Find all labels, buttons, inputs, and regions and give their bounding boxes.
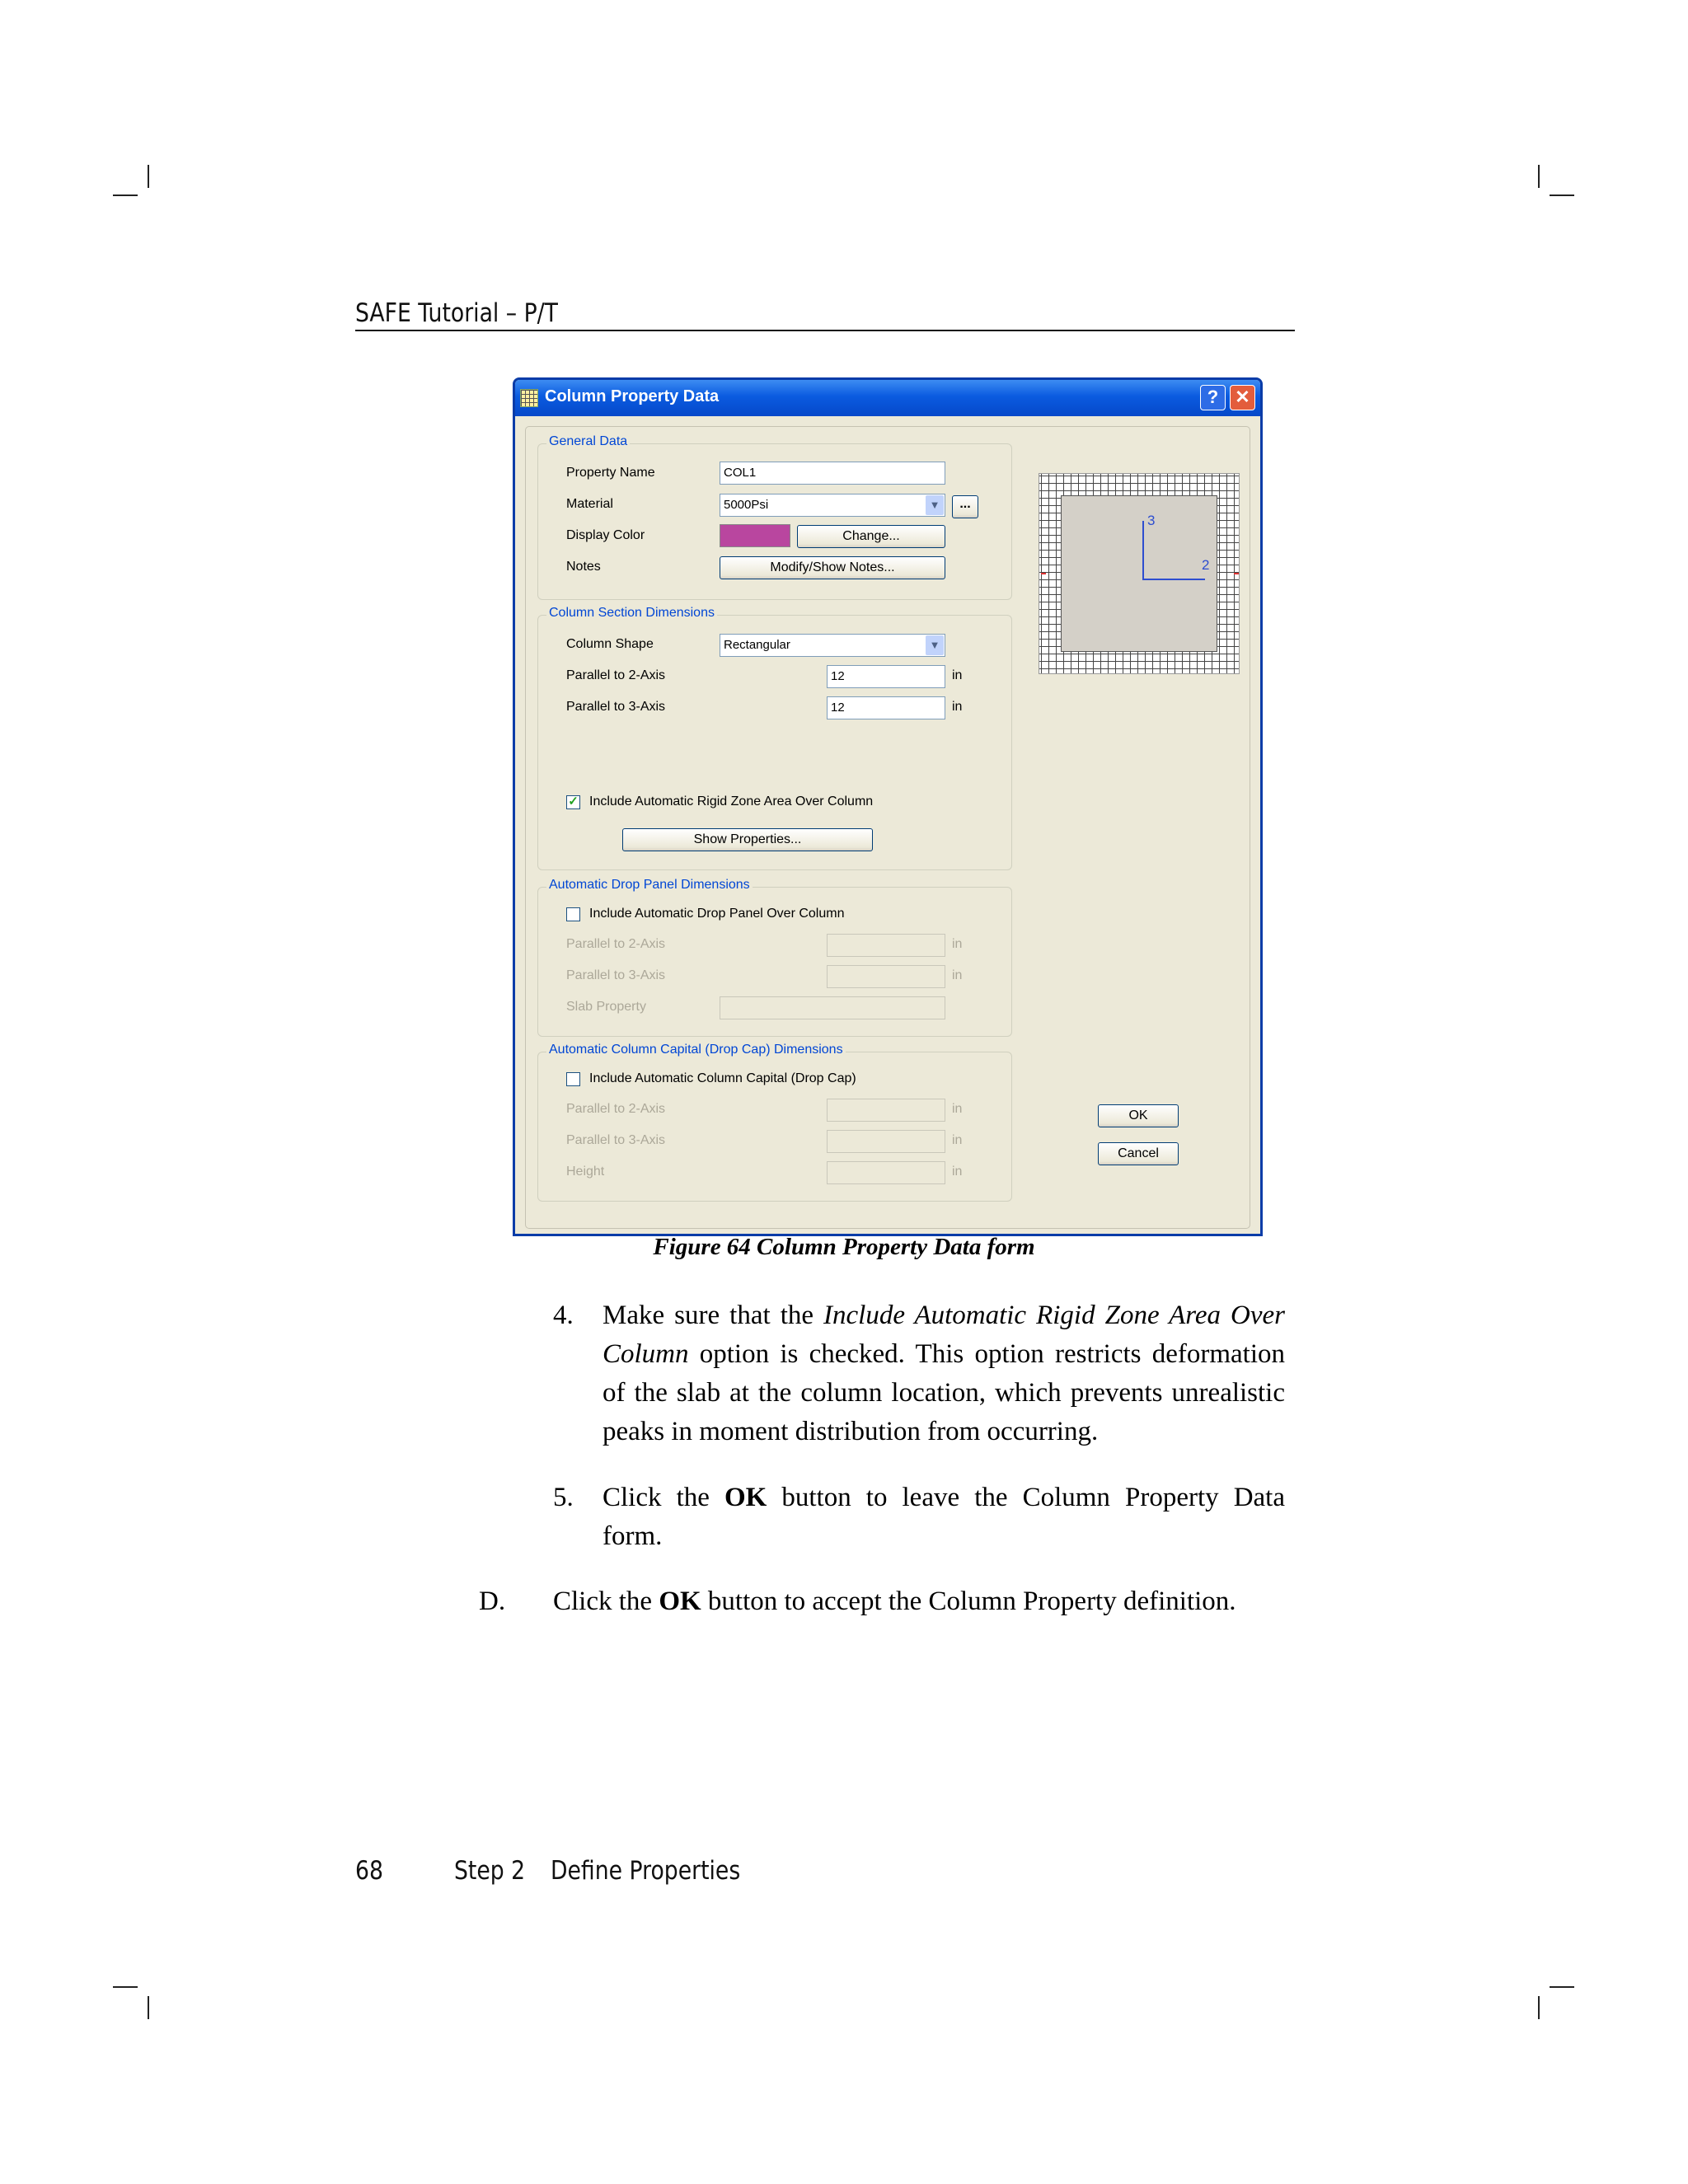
show-properties-button[interactable]: Show Properties... — [622, 828, 873, 851]
header-rule — [355, 330, 1295, 331]
column-shape-select[interactable] — [720, 634, 945, 657]
parallel-3-axis-label: Parallel to 3-Axis — [566, 700, 666, 714]
drop-panel-par2-input[interactable] — [827, 934, 945, 957]
drop-cap-group — [537, 1043, 1012, 1202]
step-4-italic-b: Column — [603, 1339, 689, 1369]
crop-mark — [113, 194, 138, 196]
step-4-line-2 — [603, 1335, 1285, 1374]
step-d-text-c: button to accept the Column Property definition. — [701, 1586, 1236, 1616]
ok-button[interactable]: OK — [1098, 1104, 1179, 1127]
column-shape-label: Column Shape — [566, 637, 654, 651]
material-label: Material — [566, 497, 613, 511]
parallel-2-axis-input[interactable]: 12 — [827, 665, 945, 688]
property-name-input[interactable]: COL1 — [720, 462, 945, 485]
parallel-3-axis-input[interactable]: 12 — [827, 696, 945, 719]
footer-section: Define Properties — [551, 1856, 741, 1886]
crop-mark — [1538, 1996, 1540, 2019]
axis-2-line — [1142, 579, 1205, 580]
step-5-line-2: form. — [603, 1521, 663, 1551]
parallel-2-axis-unit: in — [952, 668, 963, 682]
step-5-text-a: Click the — [603, 1483, 724, 1512]
close-icon[interactable]: ✕ — [1230, 385, 1255, 410]
modify-notes-button[interactable]: Modify/Show Notes... — [720, 556, 945, 579]
step-5-bold: OK — [724, 1483, 767, 1512]
drop-cap-par3-unit: in — [952, 1133, 963, 1147]
drop-cap-par3-label: Parallel to 3-Axis — [566, 1133, 666, 1147]
drop-panel-par2-unit: in — [952, 937, 963, 951]
drop-cap-checkbox[interactable] — [566, 1072, 580, 1086]
step-5-text-c: button to leave the Column Property Data — [767, 1483, 1286, 1512]
parallel-2-axis-label: Parallel to 2-Axis — [566, 668, 666, 682]
notes-label: Notes — [566, 560, 601, 574]
general-data-legend: General Data — [546, 434, 630, 449]
drop-panel-par3-input[interactable] — [827, 965, 945, 988]
drop-cap-height-label: Height — [566, 1165, 605, 1179]
drop-panel-legend: Automatic Drop Panel Dimensions — [546, 878, 753, 893]
step-4-line-3: of the slab at the column location, which prevents unrealistic — [603, 1378, 1285, 1408]
step-5-text — [603, 1479, 1285, 1556]
axis-3-label: 3 — [1147, 513, 1156, 528]
slab-property-select[interactable] — [720, 996, 945, 1019]
slab-property-label: Slab Property — [566, 1000, 646, 1014]
section-dimensions-group — [537, 606, 1012, 870]
cancel-button[interactable]: Cancel — [1098, 1142, 1179, 1165]
figure-caption: Figure 64 Column Property Data form — [653, 1234, 1035, 1260]
column-section-shape — [1061, 495, 1217, 652]
step-5-line-1 — [603, 1479, 1285, 1517]
running-header: SAFE Tutorial – P/T — [355, 298, 558, 328]
step-4-text-b: option is checked. This option restricts deformation — [688, 1339, 1285, 1369]
drop-panel-par3-label: Parallel to 3-Axis — [566, 968, 666, 982]
footer-page-number: 68 — [355, 1856, 383, 1886]
step-4-line-4: peaks in moment distribution from occurring. — [603, 1417, 1099, 1446]
rigid-zone-label: Include Automatic Rigid Zone Area Over Column — [589, 794, 874, 808]
step-4-italic-a: Include Automatic Rigid Zone Area Over — [823, 1301, 1285, 1330]
drop-cap-legend: Automatic Column Capital (Drop Cap) Dimensions — [546, 1043, 846, 1057]
drop-cap-par2-label: Parallel to 2-Axis — [566, 1102, 666, 1116]
material-more-button[interactable]: ... — [952, 495, 978, 518]
axis-3-line — [1142, 521, 1144, 580]
crop-mark — [113, 1986, 138, 1988]
drop-panel-check-label: Include Automatic Drop Panel Over Column — [589, 907, 845, 921]
property-name-label: Property Name — [566, 466, 655, 480]
drop-panel-par3-unit: in — [952, 968, 963, 982]
help-button[interactable]: ? — [1200, 385, 1226, 410]
drop-cap-check-label: Include Automatic Column Capital (Drop Cap) — [589, 1071, 856, 1085]
footer-step: Step 2 — [454, 1856, 526, 1886]
section-dimensions-legend: Column Section Dimensions — [546, 606, 717, 621]
preview-tick — [1041, 573, 1046, 574]
dialog-title: Column Property Data — [545, 387, 720, 405]
dialog-titlebar[interactable] — [515, 380, 1260, 416]
drop-panel-group — [537, 878, 1012, 1037]
rigid-zone-checkbox[interactable]: ✓ — [566, 795, 580, 809]
display-color-swatch — [720, 524, 790, 547]
preview-tick — [1234, 573, 1239, 574]
step-5-number: 5. — [553, 1483, 574, 1512]
drop-cap-height-unit: in — [952, 1165, 963, 1179]
crop-mark — [148, 165, 149, 188]
drop-cap-par2-input[interactable] — [827, 1099, 945, 1122]
display-color-label: Display Color — [566, 528, 645, 542]
step-d-bold: OK — [659, 1586, 701, 1616]
axis-2-label: 2 — [1202, 557, 1210, 573]
step-4-number: 4. — [553, 1301, 574, 1330]
grid-app-icon — [520, 389, 538, 407]
step-4-text — [603, 1296, 1285, 1451]
chevron-down-icon[interactable]: ▼ — [926, 495, 944, 515]
step-d-text-a: Click the — [553, 1586, 659, 1616]
general-data-group — [537, 434, 1012, 600]
crop-mark — [148, 1996, 149, 2019]
crop-mark — [1550, 194, 1574, 196]
crop-mark — [1538, 165, 1540, 188]
drop-panel-par2-label: Parallel to 2-Axis — [566, 937, 666, 951]
change-color-button[interactable]: Change... — [797, 525, 945, 548]
step-d-text — [553, 1582, 1295, 1621]
material-value: 5000Psi — [724, 498, 769, 512]
column-property-dialog — [513, 377, 1263, 1236]
chevron-down-icon[interactable]: ▼ — [926, 635, 944, 655]
step-d-number: D. — [479, 1586, 506, 1616]
drop-panel-checkbox[interactable] — [566, 907, 580, 921]
step-4-line-1 — [603, 1296, 1285, 1335]
material-select[interactable] — [720, 494, 945, 517]
column-shape-value: Rectangular — [724, 638, 790, 652]
parallel-3-axis-unit: in — [952, 700, 963, 714]
drop-cap-height-input[interactable] — [827, 1161, 945, 1184]
crop-mark — [1550, 1986, 1574, 1988]
dialog-body — [525, 426, 1250, 1229]
section-preview — [1039, 473, 1240, 674]
drop-cap-par3-input[interactable] — [827, 1130, 945, 1153]
drop-cap-par2-unit: in — [952, 1102, 963, 1116]
step-4-text-a: Make sure that the — [603, 1301, 824, 1330]
